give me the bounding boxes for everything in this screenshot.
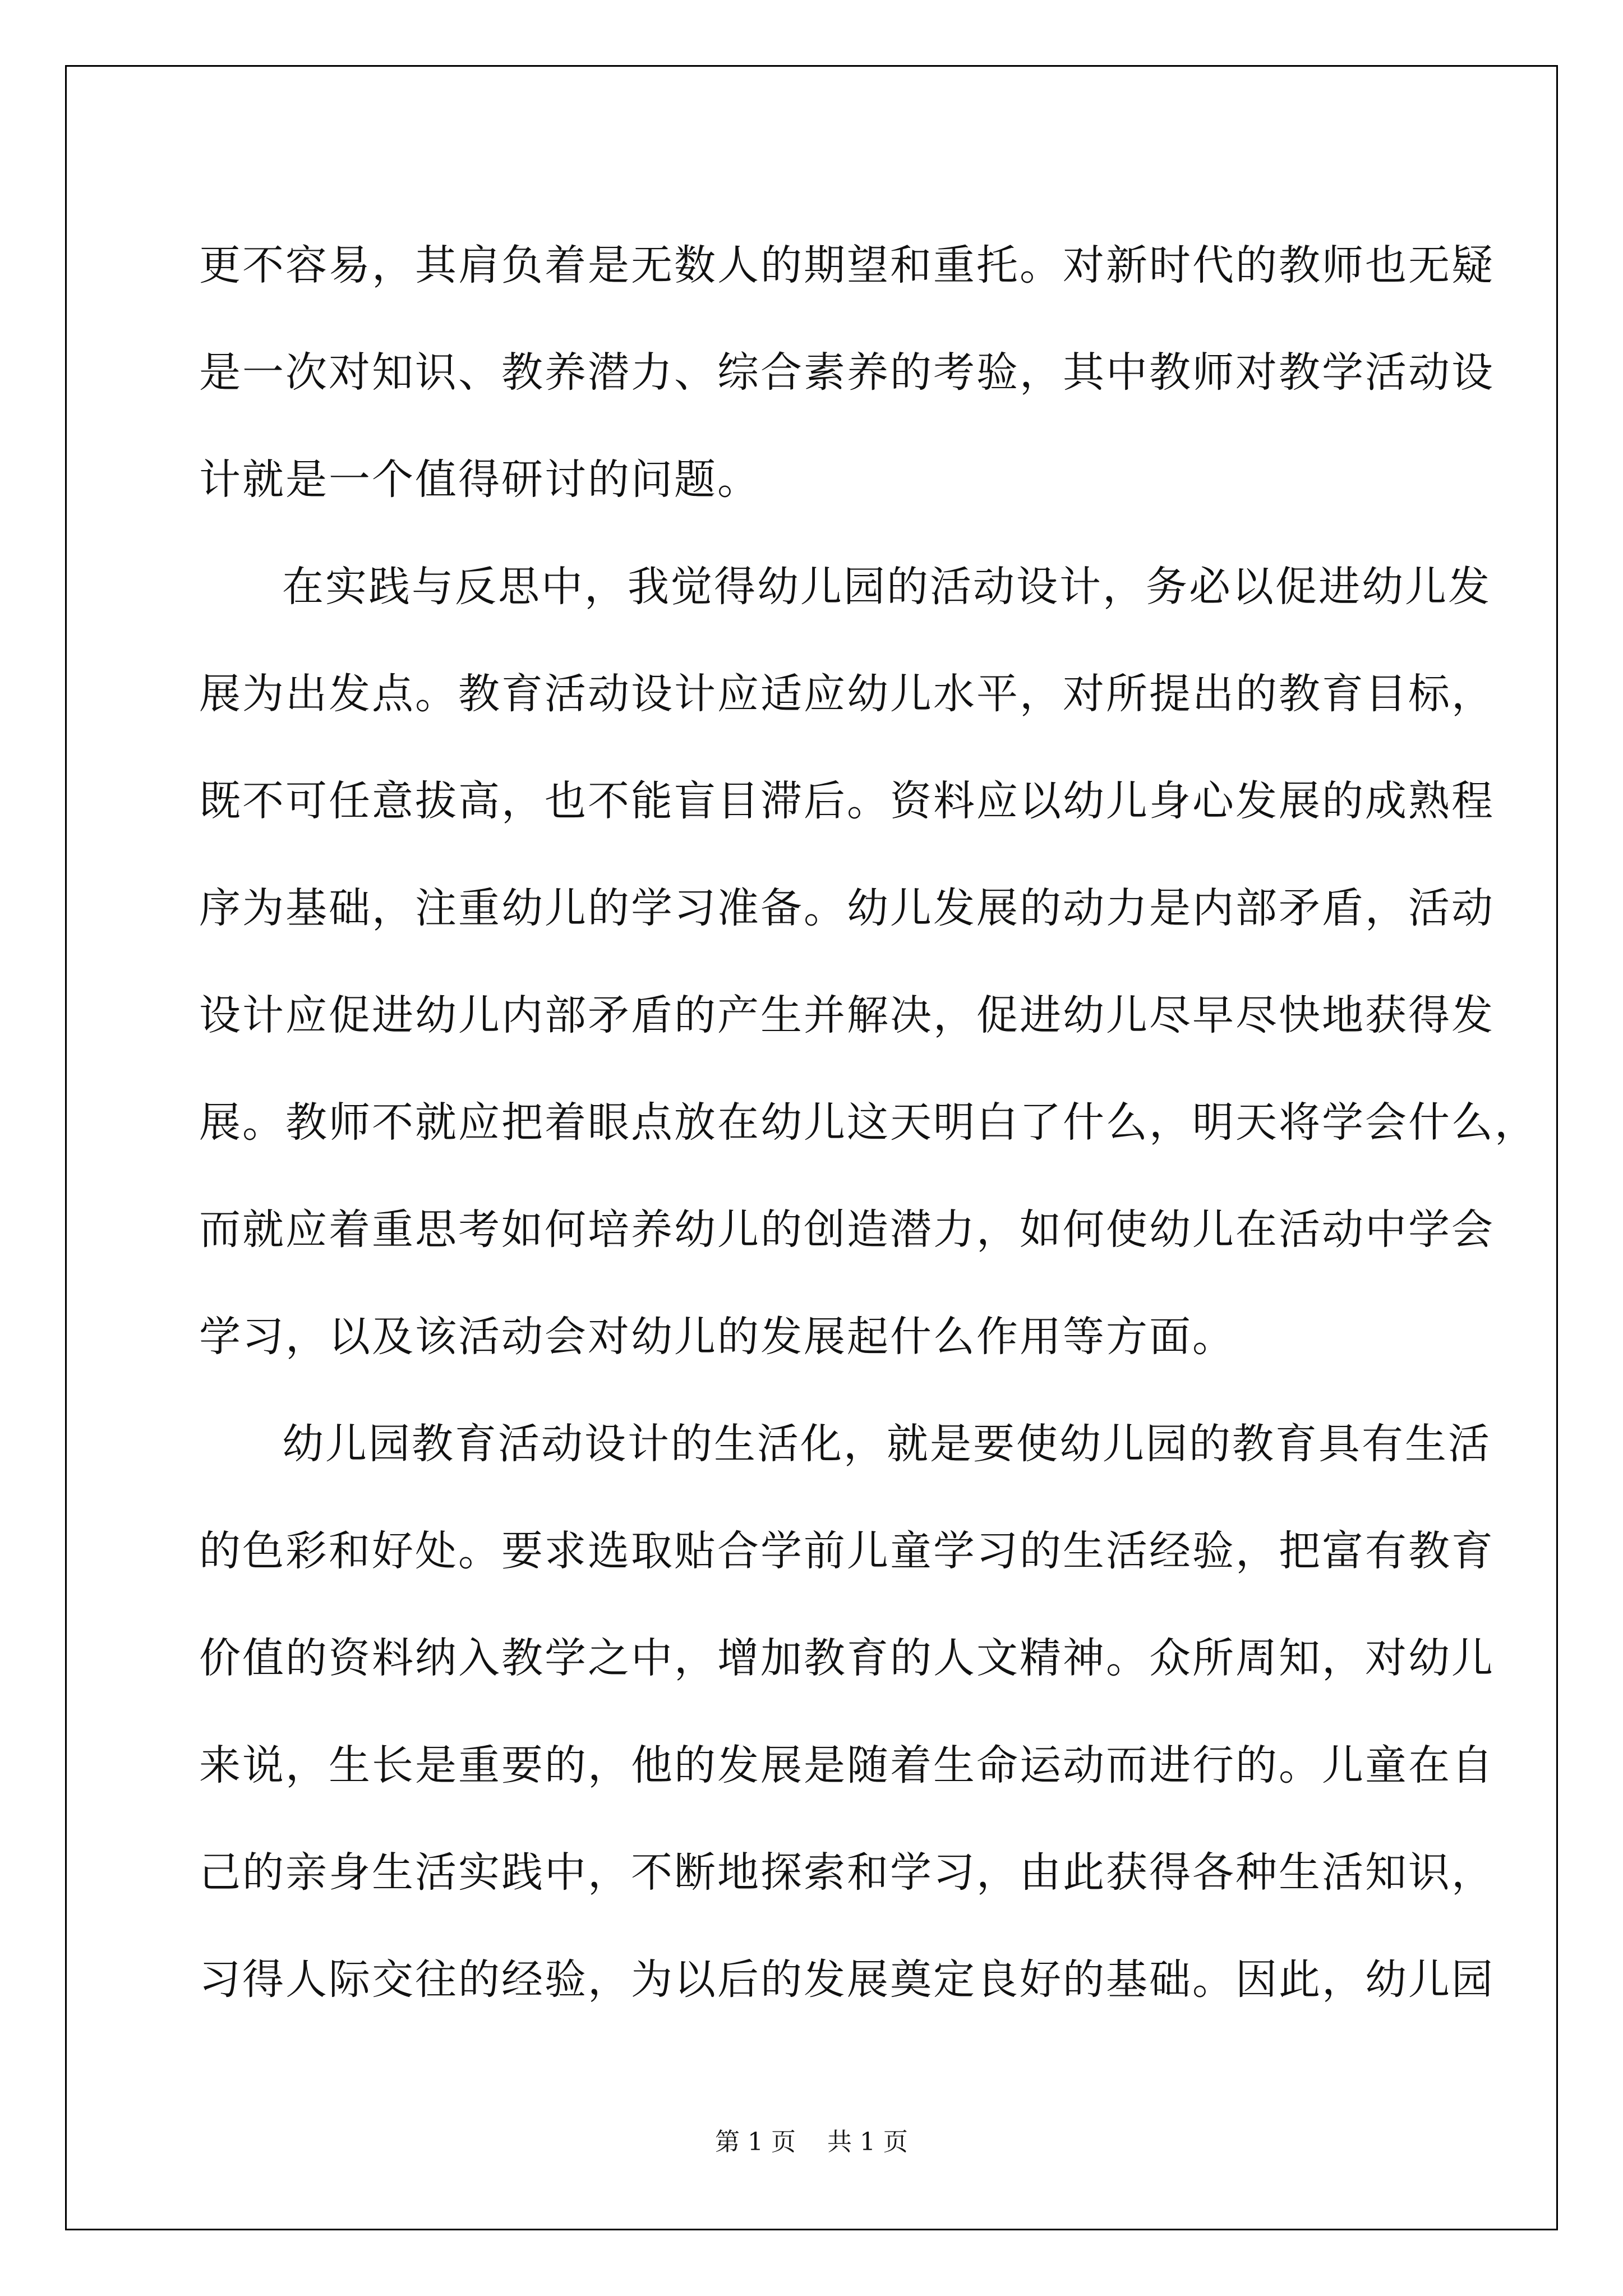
text-line: 序为基础，注重幼儿的学习准备。幼儿发展的动力是内部矛盾，活动 (199, 884, 1495, 932)
text-line: 而就应着重思考如何培养幼儿的创造潜力，如何使幼儿在活动中学会 (199, 1205, 1495, 1254)
text-line: 在实践与反思中，我觉得幼儿园的活动设计，务必以促进幼儿发 (282, 563, 1491, 611)
text-line: 习得人际交往的经验，为以后的发展奠定良好的基础。因此，幼儿园 (199, 1955, 1495, 2004)
text-line: 的色彩和好处。要求选取贴合学前儿童学习的生活经验，把富有教育 (199, 1527, 1495, 1575)
text-line: 价值的资料纳入教学之中，增加教育的人文精神。众所周知，对幼儿 (199, 1634, 1495, 1682)
text-line: 是一次对知识、教养潜力、综合素养的考验，其中教师对教学活动设 (199, 348, 1495, 397)
document-body (199, 212, 1538, 2033)
text-line: 展。教师不就应把着眼点放在幼儿这天明白了什么，明天将学会什么， (199, 1098, 1538, 1147)
text-line: 己的亲身生活实践中，不断地探索和学习，由此获得各种生活知识， (199, 1848, 1495, 1897)
text-line: 既不可任意拔高，也不能盲目滞后。资料应以幼儿身心发展的成熟程 (199, 777, 1495, 825)
text-line: 更不容易，其肩负着是无数人的期望和重托。对新时代的教师也无疑 (199, 241, 1495, 289)
text-line: 计就是一个值得研讨的问题。 (199, 455, 760, 504)
text-line: 幼儿园教育活动设计的生活化，就是要使幼儿园的教育具有生活 (282, 1420, 1491, 1468)
text-line: 来说，生长是重要的，他的发展是随着生命运动而进行的。儿童在自 (199, 1741, 1495, 1789)
text-line: 学习，以及该活动会对幼儿的发展起什么作用等方面。 (199, 1313, 1235, 1361)
text-line: 展为出发点。教育活动设计应适应幼儿水平，对所提出的教育目标， (199, 670, 1495, 718)
text-line: 设计应促进幼儿内部矛盾的产生并解决，促进幼儿尽早尽快地获得发 (199, 991, 1495, 1039)
page-number-footer: 第 1 页 共 1 页 (715, 2128, 908, 2156)
